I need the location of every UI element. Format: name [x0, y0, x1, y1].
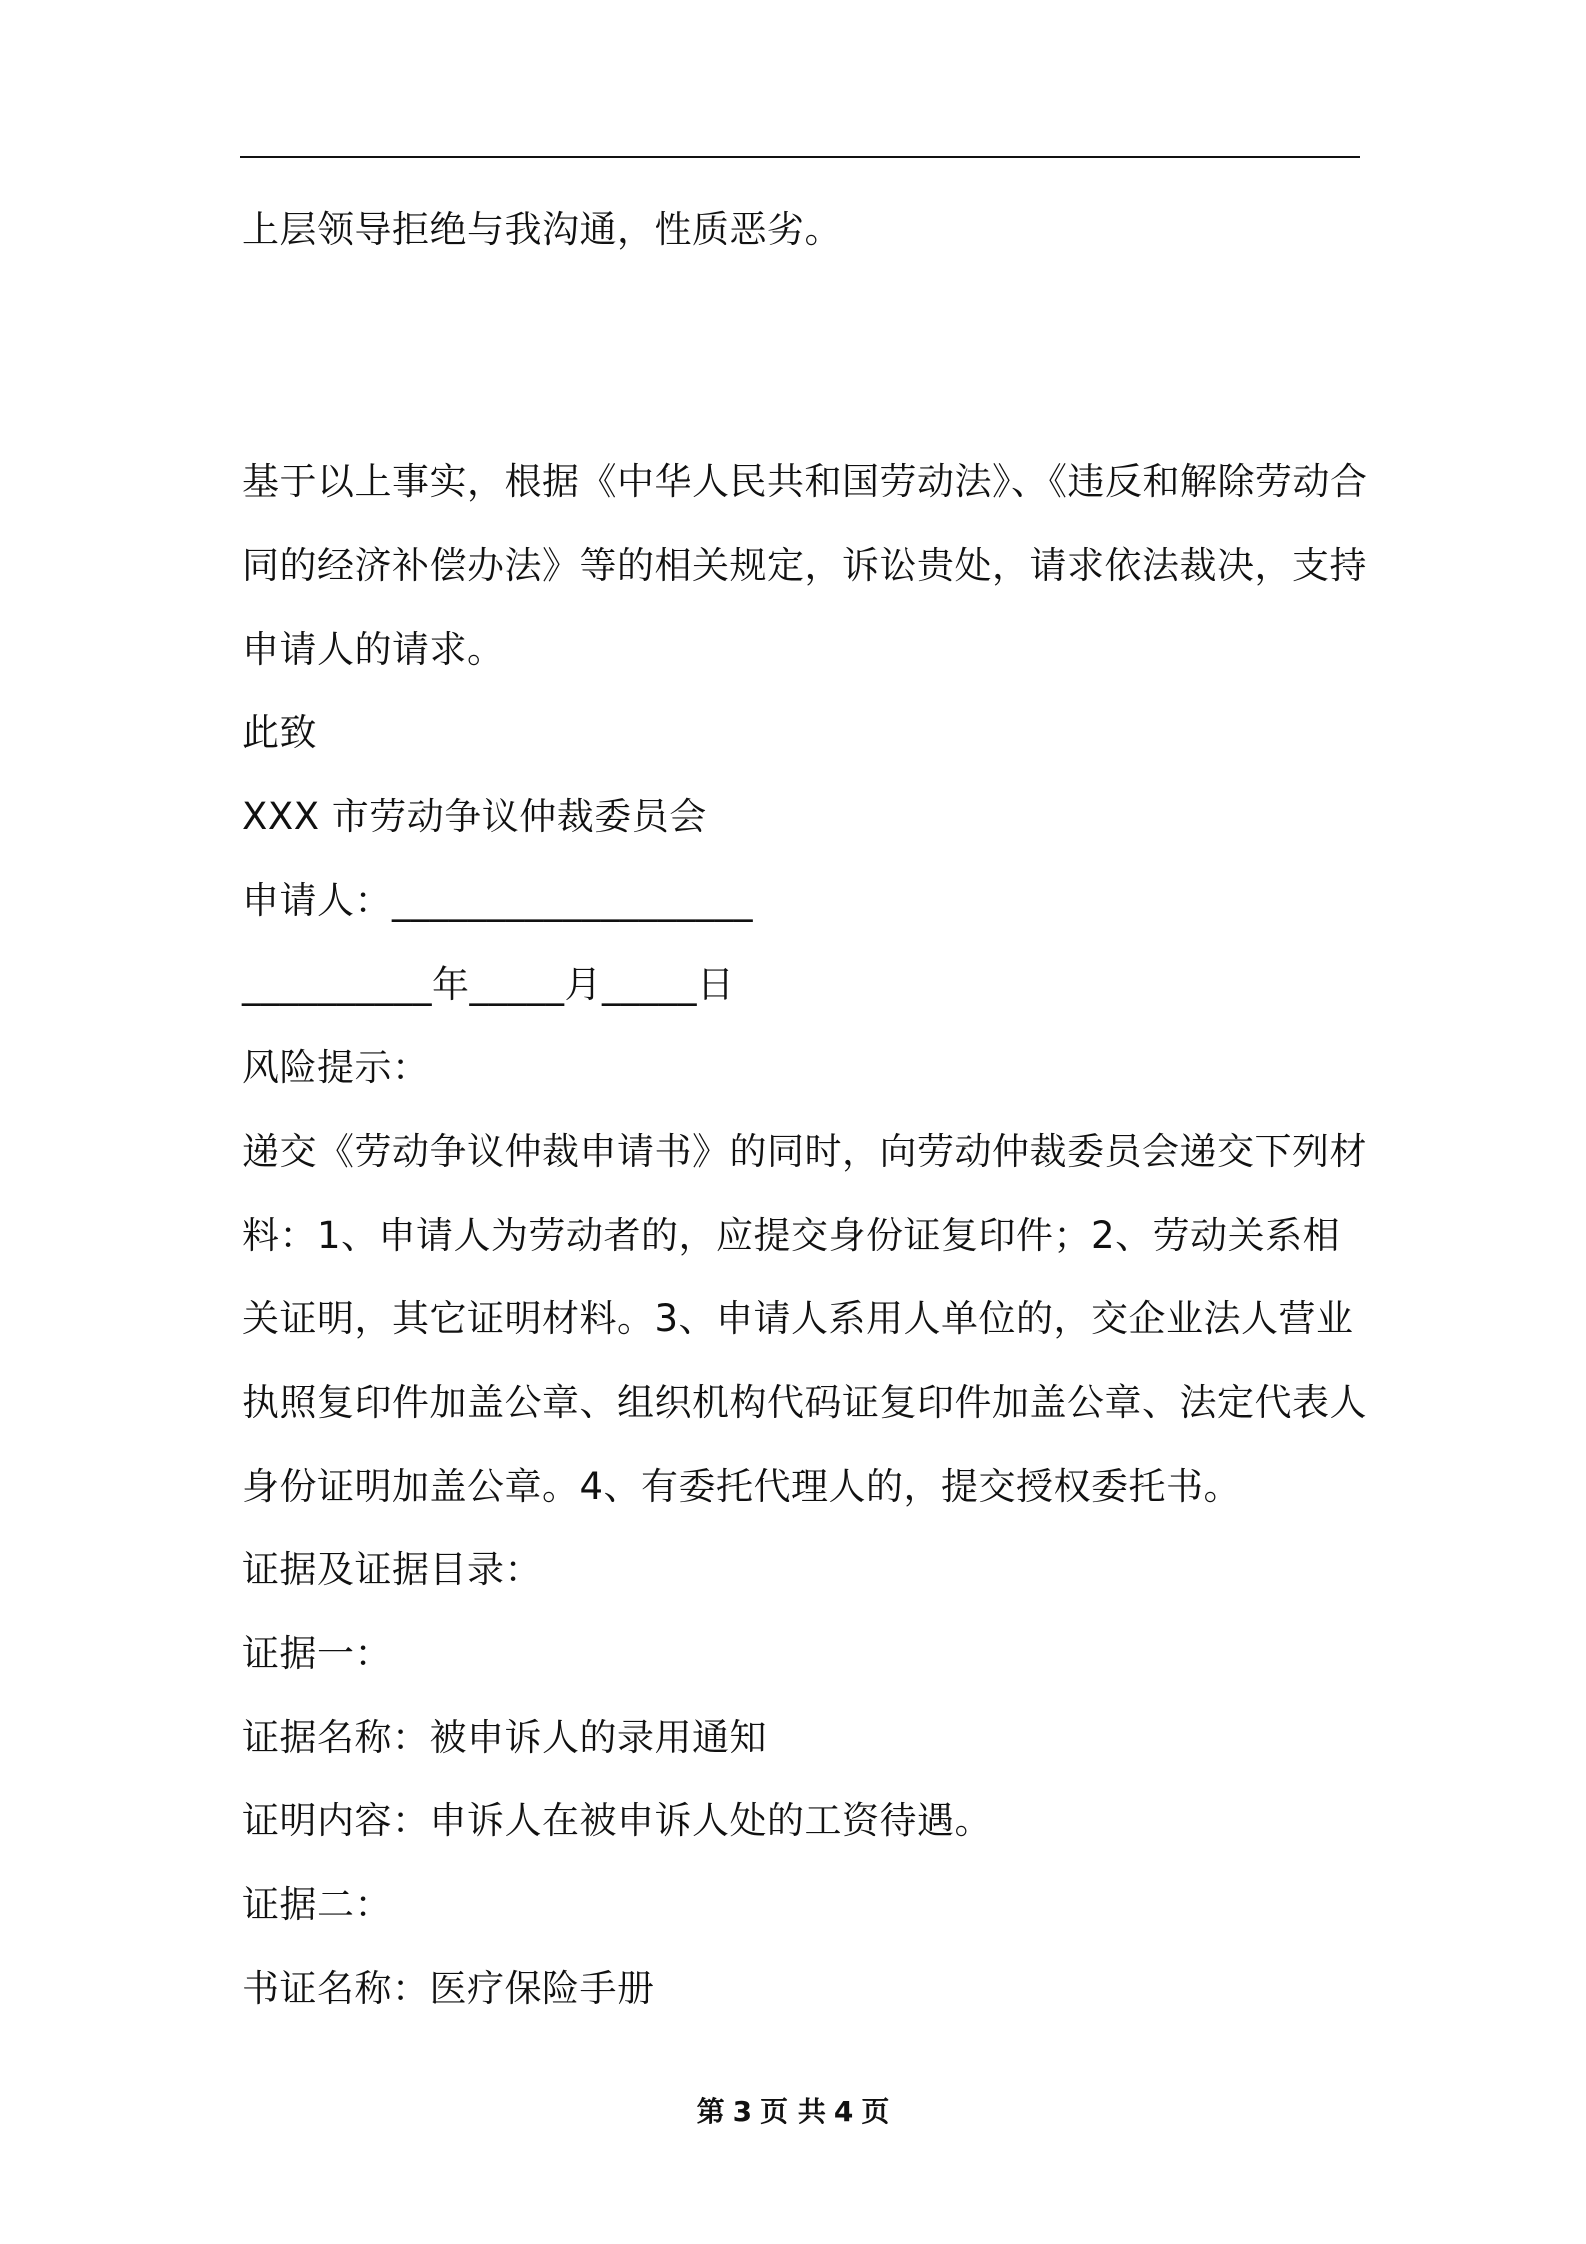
header-rule	[240, 156, 1360, 158]
footer-suffix: 页	[861, 2095, 890, 2128]
footer-prefix: 第	[696, 2095, 725, 2128]
text-line: 书证名称：医疗保险手册	[242, 1967, 655, 2010]
text-line: 关证明，其它证明材料。3、申请人系用人单位的，交企业法人营业	[242, 1297, 1354, 1340]
text-line: 执照复印件加盖公章、组织机构代码证复印件加盖公章、法定代表人	[242, 1381, 1367, 1424]
text-line: 证据一：	[242, 1632, 392, 1675]
text-line: 上层领导拒绝与我沟通，性质恶劣。	[242, 208, 842, 251]
text-line: 证明内容：申诉人在被申诉人处的工资待遇。	[242, 1799, 992, 1842]
text-line: 此致	[242, 711, 317, 754]
text-line: 申请人：___________________	[242, 879, 753, 922]
text-line: 料：1、申请人为劳动者的，应提交身份证复印件；2、劳动关系相	[242, 1214, 1341, 1257]
footer-total-pages: 4	[833, 2095, 854, 2128]
text-line: __________年_____月_____日	[242, 963, 735, 1006]
text-line: 证据名称：被申诉人的录用通知	[242, 1716, 767, 1759]
footer-page-number: 3	[732, 2095, 753, 2128]
text-line: 递交《劳动争议仲裁申请书》的同时，向劳动仲裁委员会递交下列材	[242, 1130, 1367, 1173]
page-footer	[0, 2092, 1586, 2132]
text-line: XXX 市劳动争议仲裁委员会	[242, 795, 707, 838]
text-line: 风险提示：	[242, 1046, 430, 1089]
text-line: 身份证明加盖公章。4、有委托代理人的，提交授权委托书。	[242, 1465, 1242, 1508]
text-line: 申请人的请求。	[242, 628, 505, 671]
text-line: 证据及证据目录：	[242, 1548, 542, 1591]
text-line: 基于以上事实，根据《中华人民共和国劳动法》、《违反和解除劳动合	[242, 460, 1368, 503]
text-line: 证据二：	[242, 1883, 392, 1926]
text-line: 同的经济补偿办法》等的相关规定，诉讼贵处，请求依法裁决，支持	[242, 544, 1367, 587]
footer-middle: 页 共	[760, 2095, 826, 2128]
